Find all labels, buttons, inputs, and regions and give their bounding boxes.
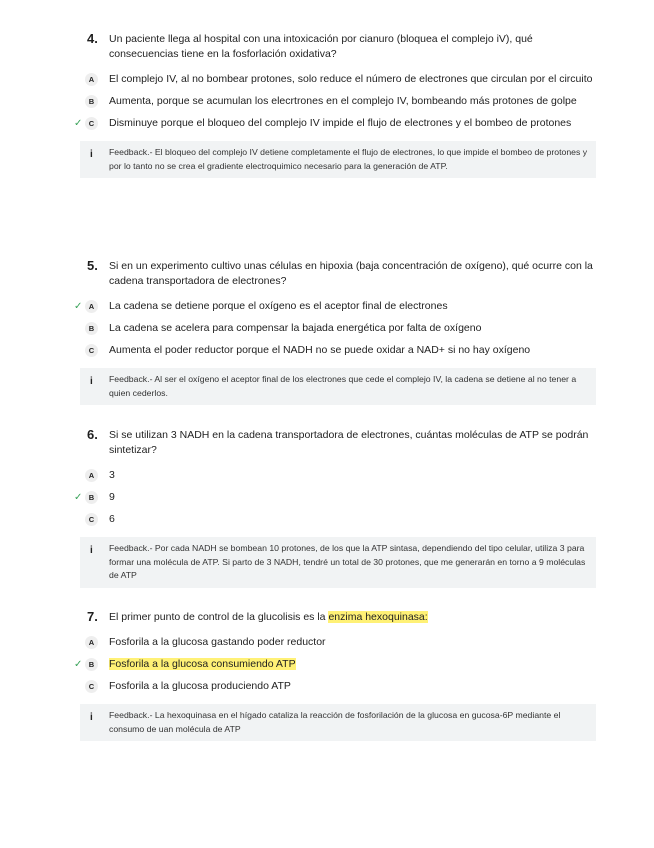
option-letter: A: [85, 636, 98, 649]
option-letter: B: [85, 95, 98, 108]
question-number: 5.: [87, 258, 98, 273]
option-text: 3: [109, 469, 115, 481]
option-letter: C: [85, 513, 98, 526]
option-text: Aumenta el poder reductor porque el NADH no se puede oxidar a NAD+ si no hay oxígeno: [109, 344, 531, 356]
question-text: Si en un experimento cultivo unas células en hipoxia (baja concentración de oxígeno), qué ocurre con la cadena transportadora de electrones?: [109, 260, 593, 287]
option-letter: A: [85, 73, 98, 86]
option-text: Fosforila a la glucosa gastando poder reductor: [109, 636, 326, 648]
question-number: 4.: [87, 31, 98, 46]
question-text: [109, 610, 596, 625]
option-a[interactable]: [80, 72, 596, 87]
option-b[interactable]: [74, 490, 596, 505]
question-number: 7.: [87, 609, 98, 624]
question-number: 6.: [87, 427, 98, 442]
question-header: [80, 428, 596, 458]
question-5: [74, 258, 596, 405]
option-b[interactable]: [74, 657, 596, 672]
check-icon: ✓: [74, 118, 83, 129]
option-text: Aumenta, porque se acumulan los elecrtrones en el complejo IV, bombeando más protones de golpe: [109, 95, 577, 107]
option-letter: C: [85, 344, 98, 357]
option-letter: B: [85, 658, 98, 671]
option-c[interactable]: [74, 116, 596, 131]
option-text: 6: [109, 513, 115, 525]
question-text: Un paciente llega al hospital con una intoxicación por cianuro (bloquea el complejo iV), qué consecuencias tiene en la fosforlación oxidativa?: [109, 33, 533, 60]
feedback-text: Feedback.- La hexoquinasa en el hígado cataliza la reacción de fosforilación de la glucosa en gucosa-6P mediante el consumo de uan molécula de ATP: [109, 710, 561, 734]
feedback-text: Feedback.- Por cada NADH se bombean 10 protones, de los que la ATP sintasa, dependiendo del tipo celular, utiliza 3 para formar una molécula de ATP. Si parto de 3 NADH, tendré un total de 30 protones, que me generarán en torno a 9 moléculas de ATP: [109, 543, 586, 580]
option-letter: A: [85, 300, 98, 313]
option-text: El complejo IV, al no bombear protones, solo reduce el número de electrones que circulan por el circuito: [109, 73, 593, 85]
feedback-text: Feedback.- El bloqueo del complejo IV detiene completamente el flujo de electrones, lo que impide el bombeo de protones y por lo tanto no se crea el gradiente electroquimico necesario para la generación de ATP.: [109, 147, 588, 171]
option-a[interactable]: [80, 635, 596, 650]
info-icon: i: [90, 712, 93, 723]
question-header: [80, 610, 596, 625]
option-text: La cadena se acelera para compensar la bajada energética por falta de oxígeno: [109, 322, 482, 334]
option-text: La cadena se detiene porque el oxígeno es el aceptor final de electrones: [109, 300, 448, 312]
feedback-box: [80, 141, 596, 178]
question-text-plain: El primer punto de control de la glucolisis es la: [109, 611, 329, 623]
option-letter: A: [85, 469, 98, 482]
question-7: [74, 609, 596, 741]
option-a[interactable]: [74, 299, 596, 314]
feedback-text: Feedback.- Al ser el oxígeno el aceptor final de los electrones que cede el complejo IV, la cadena se detiene al no tener a quien cederlos.: [109, 374, 577, 398]
option-text: Disminuye porque el bloqueo del complejo IV impide el flujo de electrones y el bombeo de protones: [109, 117, 572, 129]
option-a[interactable]: [80, 468, 596, 483]
option-letter: C: [85, 680, 98, 693]
question-4: [74, 31, 596, 178]
highlighted-text: enzima hexoquinasa:: [328, 611, 428, 623]
info-icon: i: [90, 149, 93, 160]
question-6: [74, 427, 596, 588]
info-icon: i: [90, 545, 93, 556]
option-text: Fosforila a la glucosa produciendo ATP: [109, 680, 291, 692]
question-text: Si se utilizan 3 NADH en la cadena transportadora de electrones, cuántas moléculas de ATP se podrán sintetizar?: [109, 429, 589, 456]
option-c[interactable]: [80, 343, 596, 358]
option-letter: B: [85, 322, 98, 335]
feedback-box: [80, 704, 596, 741]
option-text: 9: [109, 491, 115, 503]
question-header: [80, 32, 596, 62]
check-icon: ✓: [74, 301, 83, 312]
check-icon: ✓: [74, 659, 83, 670]
option-c[interactable]: [80, 512, 596, 527]
option-letter: C: [85, 117, 98, 130]
info-icon: i: [90, 376, 93, 387]
question-header: [80, 259, 596, 289]
option-text: Fosforila a la glucosa consumiendo ATP: [109, 658, 296, 670]
option-letter: B: [85, 491, 98, 504]
option-c[interactable]: [80, 679, 596, 694]
check-icon: ✓: [74, 492, 83, 503]
feedback-box: [80, 537, 596, 588]
feedback-box: [80, 368, 596, 405]
option-b[interactable]: [80, 321, 596, 336]
option-b[interactable]: [80, 94, 596, 109]
